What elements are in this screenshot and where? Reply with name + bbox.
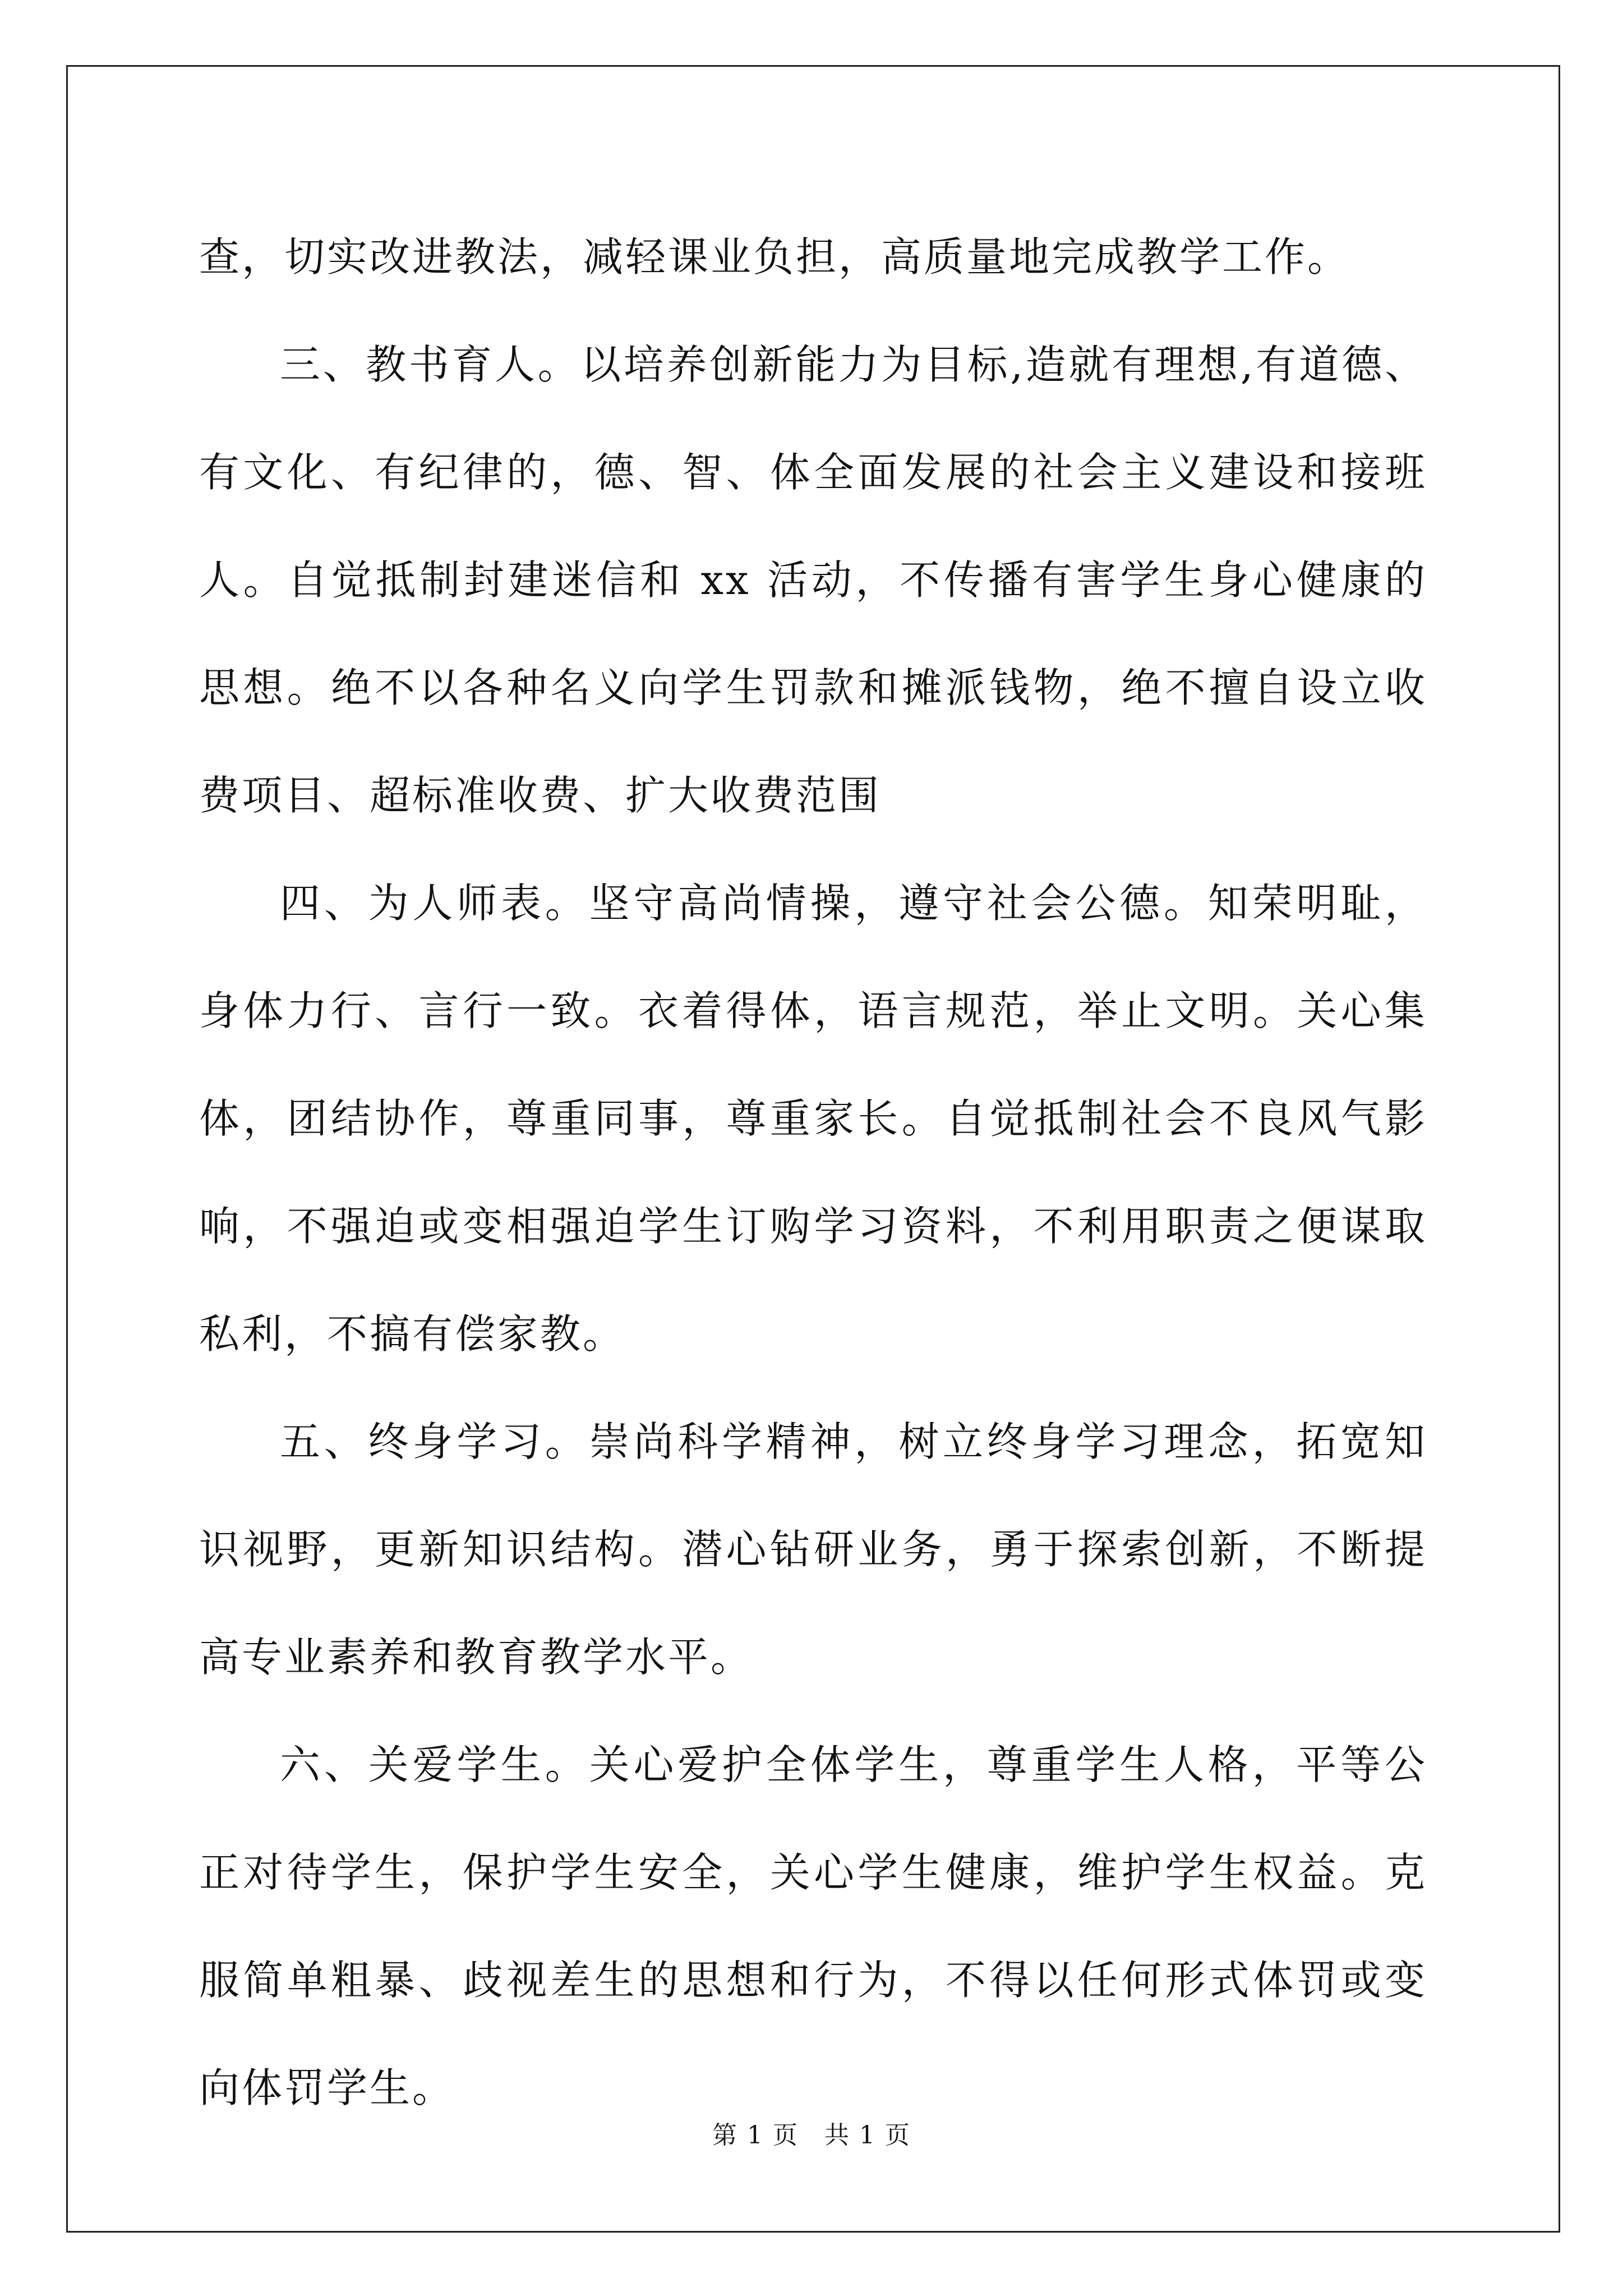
paragraph-teaching-and-educating: 三、教书育人。以培养创新能力为目标,造就有理想,有道德、有文化、有纪律的，德、智、体全面发展的社会主义建设和接班人。自觉抵制封建迷信和 xx 活动，不传播有害学生身心健康的思想。绝不以各种名义向学生罚款和摊派钱物，绝不擅自设立收费项目、超标准收费、扩大收费范围 <box>199 341 1427 819</box>
paragraph-caring-for-students: 六、关爱学生。关心爱护全体学生，尊重学生人格，平等公正对待学生，保护学生安全，关心学生健康，维护学生权益。克服简单粗暴、歧视差生的思想和行为，不得以任何形式体罚或变向体罚学生。 <box>199 1741 1427 2111</box>
paragraph-lifelong-learning: 五、终身学习。崇尚科学精神，树立终身学习理念，拓宽知识视野，更新知识结构。潜心钻研业务，勇于探索创新，不断提高专业素养和教育教学水平。 <box>199 1418 1427 1681</box>
document-body <box>199 203 1427 2142</box>
page-number-footer: 第 1 页 共 1 页 <box>712 2121 911 2150</box>
paragraph-continuation: 查，切实改进教法，减轻课业负担，高质量地完成教学工作。 <box>199 233 1350 280</box>
paragraph-role-model: 四、为人师表。坚守高尚情操，遵守社会公德。知荣明耻，身体力行、言行一致。衣着得体，语言规范，举止文明。关心集体，团结协作，尊重同事，尊重家长。自觉抵制社会不良风气影响，不强迫或变相强迫学生订购学习资料，不利用职责之便谋取私利，不搞有偿家教。 <box>199 880 1427 1358</box>
